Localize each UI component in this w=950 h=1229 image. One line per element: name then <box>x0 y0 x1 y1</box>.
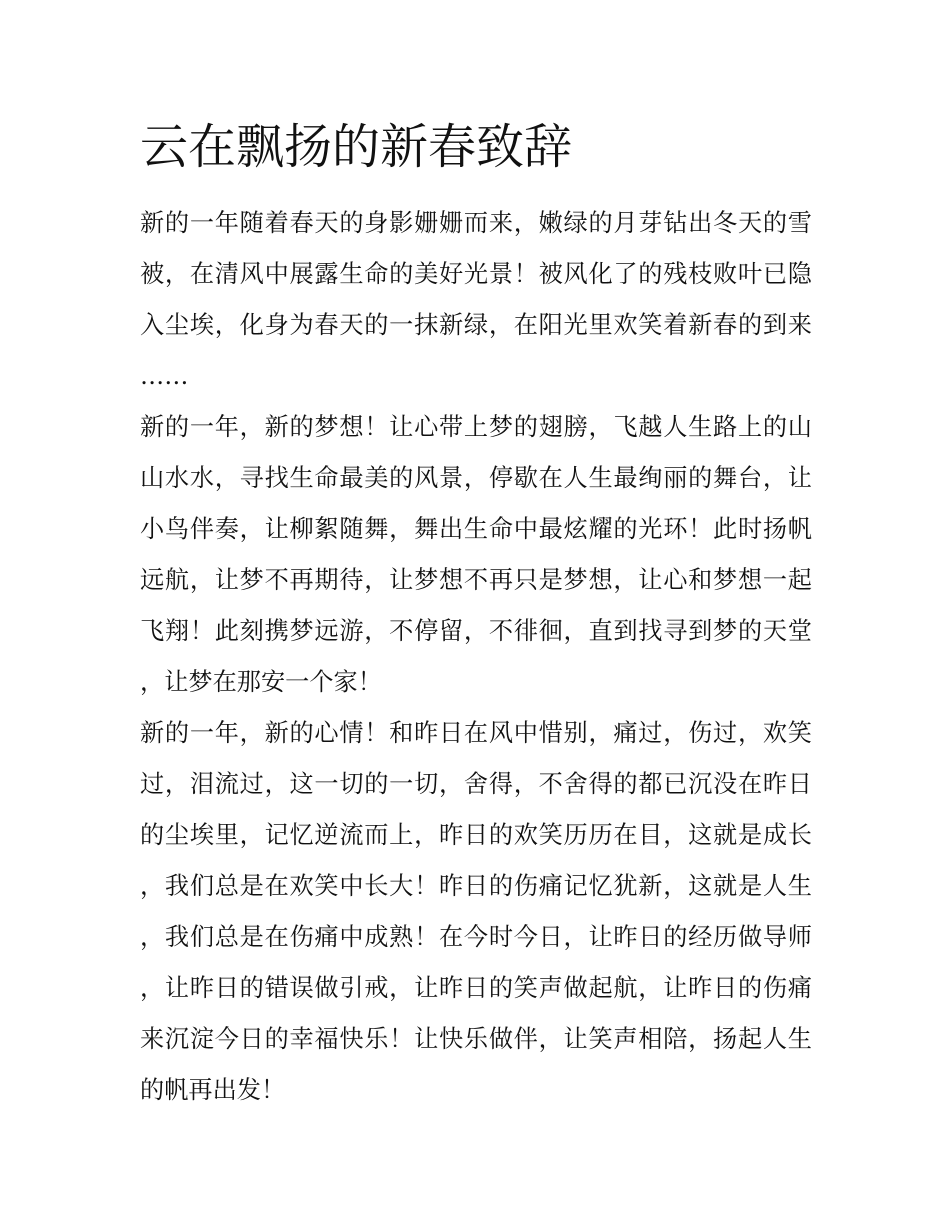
document-body <box>140 198 812 1116</box>
paragraph-3: 新的一年，新的心情！和昨日在风中惜别，痛过，伤过，欢笑过，泪流过，这一切的一切，舍得，不舍得的都已沉没在昨日的尘埃里，记忆逆流而上，昨日的欢笑历历在目，这就是成长，我们总是在欢笑中长大！昨日的伤痛记忆犹新，这就是人生，我们总是在伤痛中成熟！在今时今日，让昨日的经历做导师，让昨日的错误做引戒，让昨日的笑声做起航，让昨日的伤痛来沉淀今日的幸福快乐！让快乐做伴，让笑声相陪，扬起人生的帆再出发！ <box>140 719 812 1104</box>
paragraph-1: 新的一年随着春天的身影姗姗而来，嫩绿的月芽钻出冬天的雪被，在清风中展露生命的美好光景！被风化了的残枝败叶已隐入尘埃，化身为春天的一抹新绿，在阳光里欢笑着新春的到来…… <box>140 209 812 390</box>
document-title: 云在飘扬的新春致辞 <box>140 119 573 175</box>
paragraph-2: 新的一年，新的梦想！让心带上梦的翅膀，飞越人生路上的山山水水，寻找生命最美的风景，停歇在人生最绚丽的舞台，让小鸟伴奏，让柳絮随舞，舞出生命中最炫耀的光环！此时扬帆远航，让梦不再期待，让梦想不再只是梦想，让心和梦想一起飞翔！此刻携梦远游，不停留，不徘徊，直到找寻到梦的天堂，让梦在那安一个家！ <box>140 413 812 696</box>
